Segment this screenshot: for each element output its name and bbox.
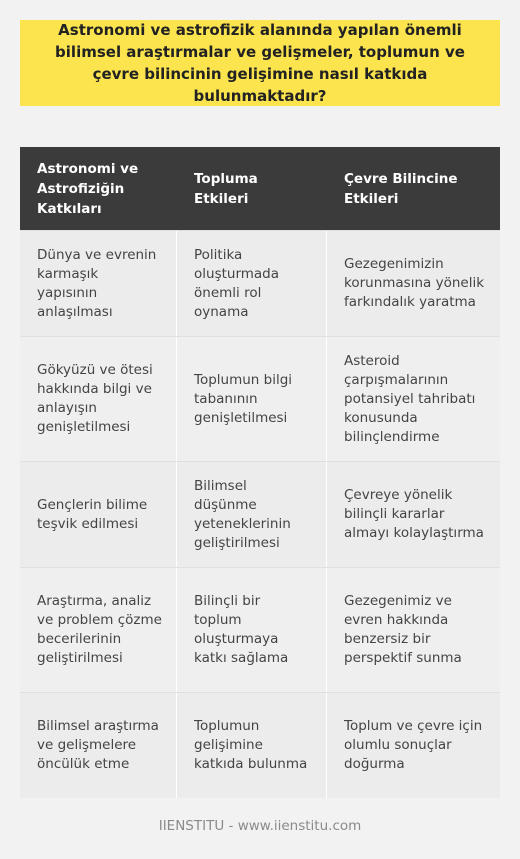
page-title: Astronomi ve astrofizik alanında yapılan önemli bilimsel araştırmalar ve gelişmeler, toplumun ve çevre bilincinin gelişimine nasıl katkıda bulunmaktadır?	[55, 21, 465, 105]
table-cell: Asteroid çarpışmalarının potansiyel tahribatı konusunda bilinçlendirme	[344, 352, 476, 445]
table-cell: Bilimsel düşünme yeteneklerinin geliştirilmesi	[177, 462, 327, 567]
table-row	[20, 336, 500, 461]
table-cell: Bilimsel araştırma ve gelişmelere öncülük etme	[20, 693, 177, 798]
table-cell: Toplumun bilgi tabanının genişletilmesi	[177, 337, 327, 461]
column-header-environmental-effects: Çevre Bilincine Etkileri	[344, 170, 458, 207]
table-row	[20, 567, 500, 692]
footer-credit: IIENSTITU - www.iienstitu.com	[158, 818, 362, 834]
table-cell: Araştırma, analiz ve problem çözme becerilerinin geliştirilmesi	[20, 568, 177, 692]
column-header-social-effects: Topluma Etkileri	[194, 170, 258, 207]
table-header-row	[20, 147, 500, 230]
table-cell: Toplumun gelişimine katkıda bulunma	[177, 693, 327, 798]
table-cell: Gezegenimiz ve evren hakkında benzersiz bir perspektif sunma	[344, 593, 462, 666]
table-cell: Dünya ve evrenin karmaşık yapısının anlaşılması	[20, 231, 177, 336]
table-row	[20, 230, 500, 336]
table-row	[20, 692, 500, 798]
table-cell: Gençlerin bilime teşvik edilmesi	[20, 462, 177, 567]
table-cell: Bilinçli bir toplum oluşturmaya katkı sağlama	[177, 568, 327, 692]
table-cell: Çevreye yönelik bilinçli kararlar almayı kolaylaştırma	[344, 487, 484, 541]
table-row	[20, 461, 500, 567]
table-cell: Toplum ve çevre için olumlu sonuçlar doğurma	[344, 718, 483, 772]
table-cell: Gezegenimizin korunmasına yönelik farkındalık yaratma	[344, 256, 485, 310]
comparison-table	[20, 147, 500, 798]
title-banner	[20, 20, 500, 106]
column-header-contributions: Astronomi ve Astrofiziğin Katkıları	[37, 160, 139, 217]
table-cell: Gökyüzü ve ötesi hakkında bilgi ve anlayışın genişletilmesi	[20, 337, 177, 461]
table-cell: Politika oluşturmada önemli rol oynama	[177, 231, 327, 336]
